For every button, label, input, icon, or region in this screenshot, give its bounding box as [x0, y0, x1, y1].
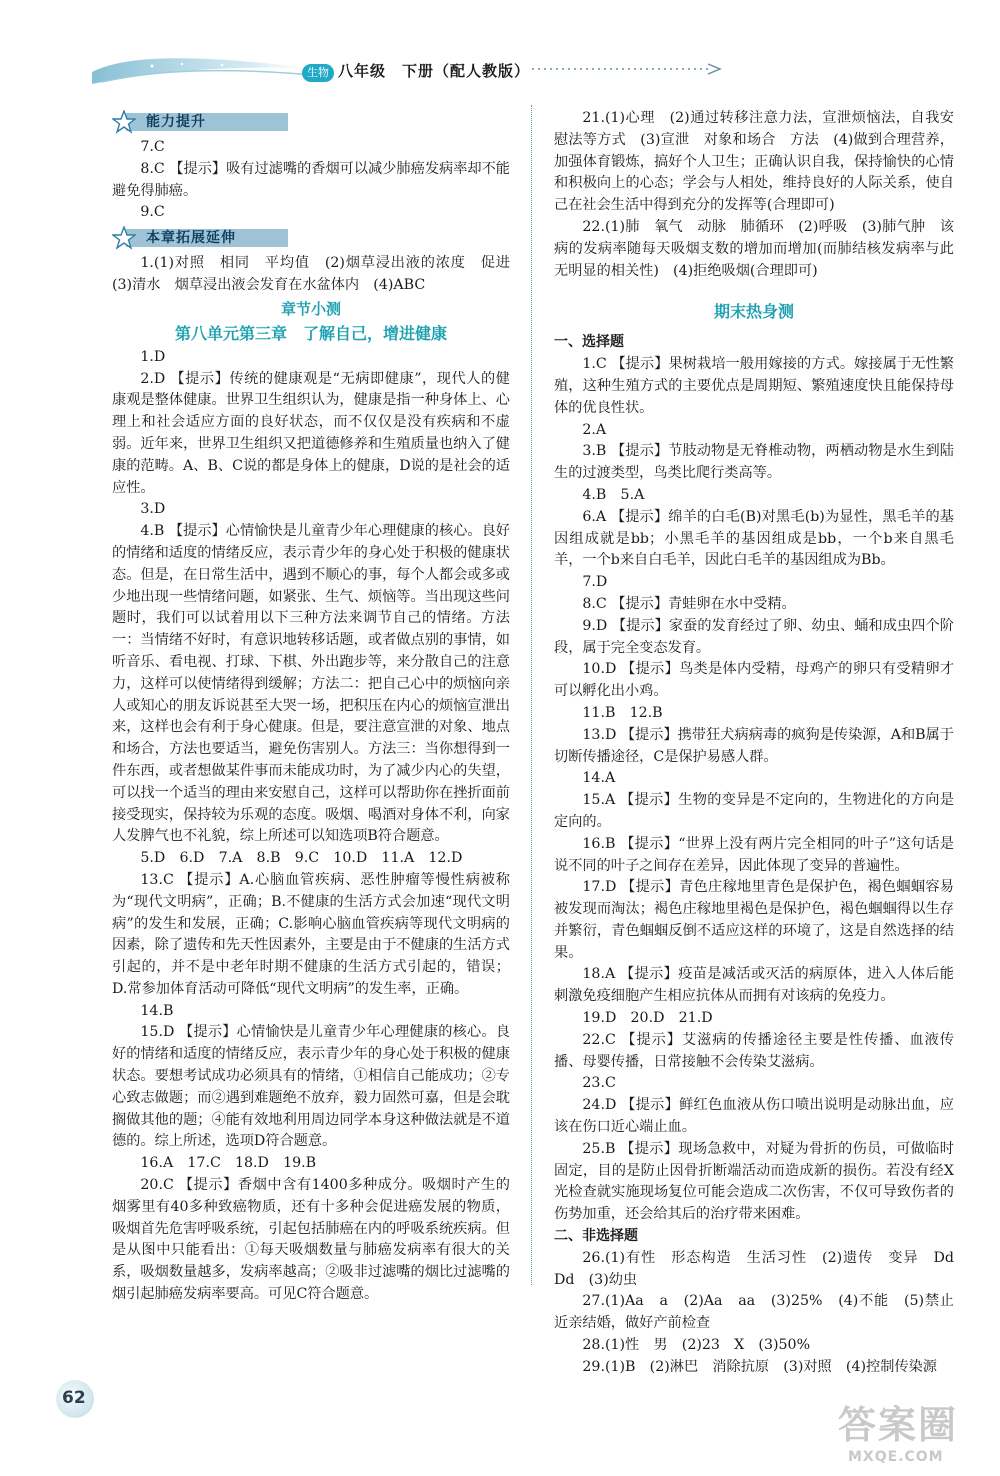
section-title: 章节小测 [280, 299, 341, 318]
extension-banner: 本章拓展延伸 [112, 226, 288, 250]
answer-item: 17.D 【提示】青色庄稼地里青色是保护色，褐色蝈蝈容易被发现而淘汰；褐色庄稼地里褐色是保护色，褐色蝈蝈得以生存并繁衍，青色蝈蝈反倒不适应这样的环境了，这是自然选择的结果。 [554, 879, 954, 961]
answer-item: 3.B 【提示】节肢动物是无脊椎动物，两栖动物是水生到陆生的过渡类型，鸟类比爬行类高等。 [554, 443, 954, 482]
answer-item: 27.(1)Aa a (2)Aa aa (3)25% (4)不能 (5)禁止近亲结婚，做好产前检查 [554, 1293, 954, 1332]
answer-item: 11.B 12.B [582, 704, 663, 721]
right-column [554, 108, 969, 1379]
answer-item: 9.D 【提示】家蚕的发育经过了卵、幼虫、蛹和成虫四个阶段，属于完全变态发育。 [554, 617, 954, 656]
watermark-logo: 答案圈 MXQE.COM [838, 1403, 959, 1465]
answer-item: 23.C [582, 1075, 616, 1092]
final-exam-title: 期末热身测 [713, 302, 794, 322]
answer-item: 22.C 【提示】艾滋病的传播途径主要是性传播、血液传播、母婴传播，日常接触不会传染艾滋病。 [554, 1031, 954, 1070]
answer-item: 28.(1)性 男 (2)23 X (3)50% [582, 1337, 811, 1354]
answer-item: 15.D 【提示】心情愉快是儿童青少年心理健康的核心。良好的情绪和适度的情绪反应，表示青少年的身心处于积极的健康状态。要想考试成功必须具有的情绪，①相信自己能成功；②专心致志做题；而②遇到难题绝不放弃，毅力固然可嘉，但是会耽搁做其他的题；④能有效地利用周边同学本身这种做法就是不道德的。综上所述，选项D符合题意。 [112, 1024, 510, 1150]
answer-item: 5.D 6.D 7.A 8.B 9.C 10.D 11.A 12.D [140, 850, 463, 867]
star-icon [112, 110, 136, 134]
page-header [92, 50, 652, 96]
answer-item: 4.B 5.A [582, 486, 645, 503]
ability-banner: 能力提升 [112, 110, 288, 134]
subject-badge: 生物 [302, 64, 334, 82]
answer-item: 16.B 【提示】“世界上没有两片完全相同的叶子”这句话是说不同的叶子之间存在差异，因此体现了变异的普遍性。 [554, 835, 954, 874]
answer-item: 13.D 【提示】携带狂犬病病毒的疯狗是传染源，A和B属于切断传播途径，C是保护易感人群。 [554, 726, 954, 765]
answer-item: 20.C 【提示】香烟中含有1400多种成分。吸烟时产生的烟雾里有40多种致癌物质，还有十多种会促进癌发展的物质，吸烟首先危害呼吸系统，引起包括肺癌在内的呼吸系统疾病。但是从图中只能看出：①每天吸烟数量与肺癌发病率有很大的关系，吸烟数量越多，发病率越高；②吸非过滤嘴的烟比过滤嘴的烟引起肺癌发病率要高。可见C符合题意。 [112, 1177, 510, 1303]
answer-item: 22.(1)肺 氧气 动脉 肺循环 (2)呼吸 (3)肺气肿 该病的发病率随每天吸烟支数的增加而增加(而肺结核发病率与此无明显的相关性) (4)拒绝吸烟(合理即可) [554, 218, 954, 279]
answer-item: 10.D 【提示】鸟类是体内受精，母鸡产的卵只有受精卵才可以孵化出小鸡。 [554, 661, 954, 700]
answer-item: 14.B [140, 1002, 174, 1019]
answer-item: 6.A 【提示】绵羊的白毛(B)对黑毛(b)为显性，黑毛羊的基因组成就是bb；小黑毛羊的基因组成是bb，一个b来自黑毛羊，一个b来自白毛羊，因此白毛羊的基因组成为Bb。 [554, 508, 954, 569]
answer-item: 1.(1)对照 相同 平均值 (2)烟草浸出液的浓度 促进 (3)清水 烟草浸出液会发育在水盆体内 (4)ABC [112, 255, 525, 293]
answer-item: 24.D 【提示】鲜红色血液从伤口喷出说明是动脉出血，应该在伤口近心端止血。 [554, 1097, 954, 1136]
nonchoice-heading: 二、非选择题 [554, 1228, 638, 1245]
answer-item: 19.D 20.D 21.D [582, 1010, 713, 1027]
answer-item: 8.C 【提示】吸有过滤嘴的香烟可以减少肺癌发病率却不能避免得肺癌。 [112, 160, 510, 199]
header-title: 八年级 下册（配人教版） [338, 62, 531, 80]
page-number: 62 [56, 1380, 96, 1418]
answer-item: 18.A 【提示】疫苗是减活或灭活的病原体，进入人体后能刺激免疫细胞产生相应抗体从而拥有对该病的免疫力。 [554, 966, 954, 1005]
answer-item: 8.C 【提示】青蛙卵在水中受精。 [582, 595, 796, 612]
answer-item: 1.D [140, 348, 166, 365]
answer-item: 1.C 【提示】果树栽培一般用嫁接的方式。嫁接属于无性繁殖，这种生殖方式的主要优点是周期短、繁殖速度快且能保持母体的优良性状。 [554, 356, 954, 416]
answer-item: 4.B 【提示】心情愉快是儿童青少年心理健康的核心。良好的情绪和适度的情绪反应，表示青少年的身心处于积极的健康状态。但是，在日常生活中，遇到不顺心的事，每个人都会或多或少地出现一些情绪问题，如紧张、生气、烦恼等。当出现这些问题时，我们可以试着用以下三种方法来调节自己的情绪。方法一：当情绪不好时，有意识地转移话题，或者做点别的事情，如听音乐、看电视、打球、下棋、外出跑步等，来分散自己的注意力，这样可以使情绪得到缓解；方法二：把自己心中的烦恼向亲人或知心的朋友诉说甚至大哭一场，把积压在内心的烦恼宣泄出来，这样也会有利于身心健康。但是，要注意宣泄的对象、地点和场合，方法也要适当，避免伤害别人。方法三：当你想得到一件东西，或者想做某件事而未能成功时，为了减少内心的失望，可以找一个适当的理由来安慰自己，这样可以帮助你在挫折面前接受现实，保持较为乐观的态度。吸烟、喝酒对身体不利，向家人发脾气也不礼貌，综上所述可以知选项B符合题意。 [112, 523, 510, 845]
choice-heading: 一、选择题 [554, 334, 624, 351]
left-column [112, 108, 525, 1306]
answer-item: 15.A 【提示】生物的变异是不定向的，生物进化的方向是定向的。 [554, 792, 954, 830]
answer-item: 26.(1)有性 形态构造 生活习性 (2)遗传 变异 Dd Dd (3)幼虫 [554, 1249, 969, 1288]
column-divider [531, 105, 532, 1285]
answer-item: 7.C [140, 139, 165, 155]
star-icon [112, 226, 136, 250]
answer-item: 2.A [582, 421, 607, 438]
answer-item: 7.D [582, 574, 608, 591]
answer-item: 9.C [140, 204, 165, 221]
answer-item: 2.D 【提示】传统的健康观是“无病即健康”，现代人的健康观是整体健康。世界卫生组织认为，健康是指一种身体上、心理上和社会适应方面的良好状态，而不仅仅是没有疾病和不虚弱。近年来，世界卫生组织又把道德修养和生殖质量也纳入了健康的范畴。A、B、C说的都是身体上的健康，D说的是社会的适应性。 [112, 370, 510, 496]
answer-item: 25.B 【提示】现场急救中，对疑为骨折的伤员，可做临时固定，目的是防止因骨折断端活动而造成新的损伤。若没有经X光检查就实施现场复位可能会造成二次伤害，不仅可导致伤者的伤势加重，还会给其后的治疗带来困难。 [554, 1140, 954, 1223]
header-dotted-arrow [532, 62, 722, 76]
answer-item: 13.C 【提示】A.心脑血管疾病、恶性肿瘤等慢性病被称为“现代文明病”，正确；B.不健康的生活方式会加速“现代文明病”的发生和发展，正确；C.影响心脑血管疾病等现代文明病的因素，除了遗传和先天性因素外，主要是由于不健康的生活方式引起的，并不是中老年时期不健康的生活方式引起的，错误；D.常参加体育活动可降低“现代文明病”的发生率，正确。 [112, 871, 510, 997]
answer-item: 3.D [140, 501, 166, 518]
header-swoosh-decoration [92, 50, 332, 94]
answer-item: 21.(1)心理 (2)通过转移注意力法，宣泄烦恼法，自我安慰法等方式 (3)宣泄 对象和场合 方法 (4)做到合理营养，加强体育锻炼，搞好个人卫生；正确认识自我，保持愉快的心情和积极向上的心态；学会与人相处，维持良好的人际关系，使自己在社会生活中得到充分的发挥等(合理即可) [554, 110, 954, 214]
answer-item: 29.(1)B (2)淋巴 消除抗原 (3)对照 (4)控制传染源 [582, 1358, 937, 1375]
answer-item: 14.A [582, 770, 616, 787]
answer-item: 16.A 17.C 18.D 19.B [140, 1155, 317, 1172]
section-subtitle: 第八单元第三章 了解自己，增进健康 [174, 323, 447, 343]
